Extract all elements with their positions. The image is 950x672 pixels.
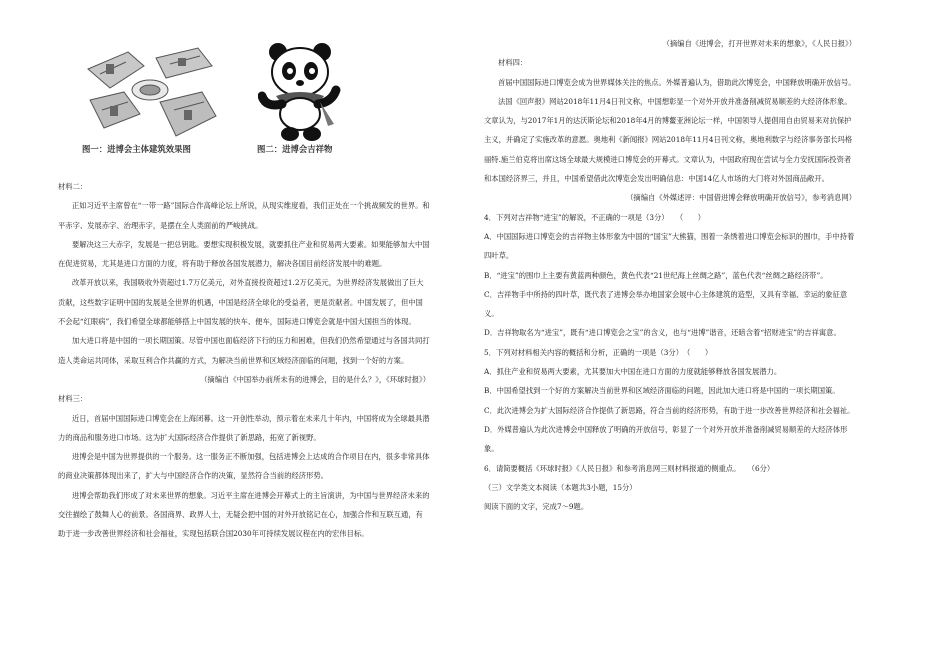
- material4-title: 材料四：: [498, 58, 528, 68]
- material2-paragraph: 加大进口将是中国的一项长期国策。尽管中国也面临经济下行的压力和困难，但我们仍然希望通过与各国共同打造人类命运共同体，采取互利合作共赢的方式，为解决当前世界和区域经济面临的问题，找到一个好的方案。: [58, 336, 430, 365]
- figure2-caption: 图二：进博会吉祥物: [257, 144, 333, 154]
- question-4-option-b: B．“进宝”的围巾上主要有黄蓝两种颜色，黄色代表“21世纪海上丝绸之路”，蓝色代表“丝绸之路经济带”。: [484, 270, 828, 280]
- panda-mascot-illustration: [258, 38, 342, 142]
- question-5-option-b: B．中国希望找到一个好的方案解决当前世界和区域经济面临的问题，因此加大进口将是中国的一项长期国策。: [484, 386, 840, 396]
- material2-paragraph: 要解决这三大赤字，发展是一把总钥匙。要想实现积极发展，就要抓住产业和贸易两大要素。如果能够加大中国在促进贸易，尤其是进口方面的力度，将有助于释放各国发展潜力，解决各国目前经济发展中的难题。: [58, 239, 430, 269]
- expo-building-illustration: [80, 44, 220, 142]
- left-column: [58, 177, 430, 544]
- material3-title: 材料三：: [58, 394, 88, 404]
- question-4-option-c: C．吉祥物手中所持的四叶草，既代表了进博会举办地国家会展中心主体建筑的造型，又具有幸福、幸运的象征意义。: [484, 289, 848, 319]
- question-4-option-d: D．吉祥物取名为“进宝”，既有“进口博览会之宝”的含义，也与“进博”谐音，还暗含着“招财进宝”的吉祥寓意。: [484, 328, 841, 338]
- figure1-caption: 图一：进博会主体建筑效果图: [82, 144, 191, 154]
- reading-instruction: 阅读下面的文字，完成7～9题。: [484, 502, 589, 512]
- material4-source: （摘编自《外媒述评：中国借进博会释放明确开放信号》，参考消息网）: [626, 193, 856, 203]
- material2-source: （摘编自《中国举办前所未有的进博会，目的是什么？》，《环球时报》）: [200, 374, 430, 384]
- material2-paragraph: 改革开放以来，我国吸收外资超过1.7万亿美元，对外直接投资超过1.2万亿美元，为世界经济发展做出了巨大贡献，这些数字证明中国的发展是全世界的机遇，中国是经济全球化的受益者，更是贡献者。中国发展了，但中国不会起“红眼病”，我们希望全球都能够搭上中国发展的快车、便车，国际进口博览会就是中国大国担当的体现。: [58, 278, 424, 327]
- right-column: [484, 34, 856, 516]
- section-heading: （三）文学类文本阅读（本题共3小题，15分）: [484, 482, 637, 492]
- material4-paragraph: 法国《回声报》网站2018年11月4日刊文称，中国想彰显一个对外开放并准备削减贸易顺差的大经济体形象。文章认为，与2017年1月的达沃斯论坛和2018年4月的博鳌亚洲论坛一样，中国领导人提倡用自由贸易来对抗保护主义，并确定了实施改革的意愿。奥地利《新闻报》网站2018年11月4日刊文称，奥地利数字与经济事务部长玛格丽特.施兰伯克将出席这场全球最大规模进口博览会的开幕式。文章认为，中国政府现在尝试与全力安抚国际投资者和本国经济界三，并且，中国希望借此次博览会发出明确信息：中国14亿人市场的大门将对外国商品敞开。: [484, 96, 853, 184]
- material2-paragraph: 正如习近平主席曾在“一带一路”国际合作高峰论坛上所说，从现实维度看，我们正处在一个挑战频发的世界。和平赤字、发展赤字、治理赤字，是摆在全人类面前的严峻挑战。: [58, 201, 430, 230]
- question-5: 5．下列对材料相关内容的概括和分析，正确的一项是（3分） （ ）: [484, 347, 713, 357]
- material4-paragraph: 首届中国国际进口博览会成为世界媒体关注的焦点。外媒普遍认为，借助此次博览会，中国释放明确开放信号。: [498, 77, 856, 87]
- question-4-option-a: A．中国国际进口博览会的吉祥物主体形象为中国的“国宝”大熊猫，围着一条绣着进口博览会标识的围巾，手中持着四叶草。: [484, 231, 855, 261]
- material3-paragraph: 进博会是中国为世界提供的一个服务。这一服务正不断加强，包括进博会上达成的合作项目在内，很多非常具体的商业决策都体现出来了，扩大与中国经济合作的决策，显然符合当前的经济形势。: [58, 452, 430, 481]
- material2-title: 材料二：: [58, 182, 88, 191]
- material3-source: （摘编自《进博会，打开世界对未来的想象》，《人民日报》）: [662, 39, 856, 48]
- question-6: 6．请简要概括《环球时报》《人民日报》和参考消息网三则材料报道的侧重点。 （6分）: [484, 463, 775, 473]
- material3-paragraph: 进博会帮助我们形成了对未来世界的想象。习近平主席在进博会开幕式上的主旨演讲，为中国与世界经济未来的交往描绘了鼓舞人心的前景。各国商界、政界人士，无疑会把中国的对外开放铭记在心，加强合作和互联互通，有助于进一步改善世界经济和社会福祉，实现包括联合国2030年可持续发展议程在内的宏伟目标。: [58, 490, 430, 539]
- question-5-option-c: C．此次进博会为扩大国际经济合作提供了新思路，符合当前的经济形势，有助于进一步改善世界经济和社会福祉。: [484, 405, 855, 415]
- question-5-option-a: A．抓住产业和贸易两大要素，尤其要加大中国在进口方面的力度就能够释放各国发展潜力。: [484, 367, 782, 377]
- question-5-option-d: D．外媒普遍认为此次进博会中国释放了明确的开放信号，彰显了一个对外开放并准备削减贸易顺差的大经济体形象。: [484, 424, 848, 454]
- question-4: 4．下列对吉祥物“进宝”的解说，不正确的一项是（3分） （ ）: [484, 212, 706, 222]
- material3-paragraph: 近日，首届中国国际进口博览会在上海闭幕。这一开创性举动，预示着在未来几十年内，中国将成为全球最具潜力的商品和服务进口市场。这为扩大国际经济合作提供了新思路，拓宽了新视野。: [58, 413, 430, 442]
